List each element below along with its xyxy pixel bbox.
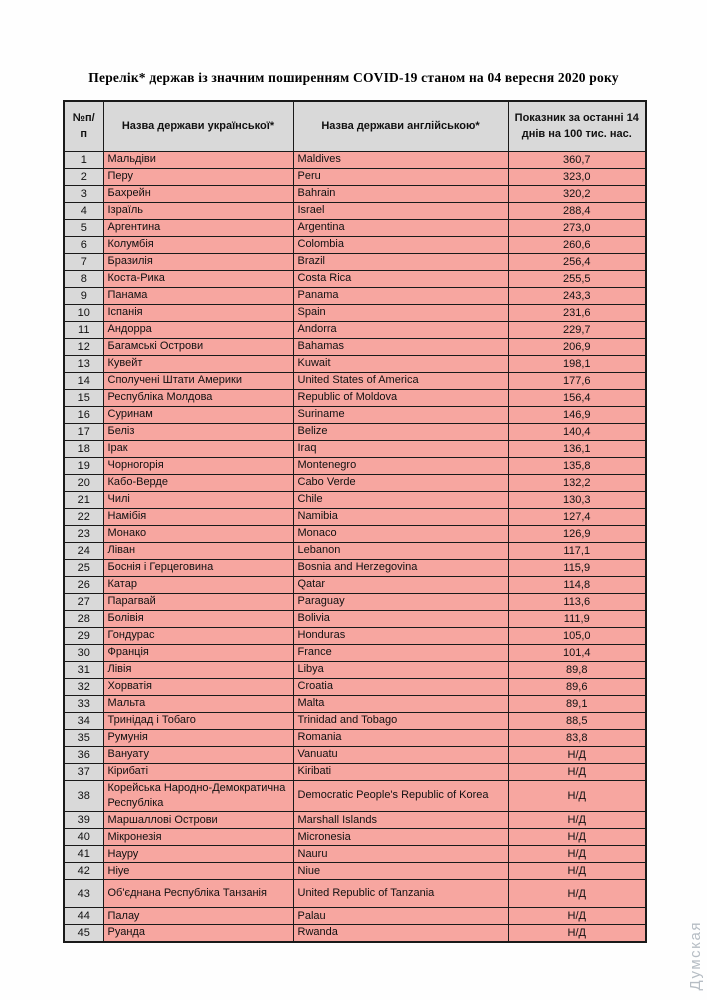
cell-country-name-english: Panama: [293, 287, 508, 304]
table-row: [64, 627, 646, 644]
table-row: [64, 729, 646, 746]
cell-country-name-english: Iraq: [293, 440, 508, 457]
cell-country-name-ukrainian: Колумбія: [103, 236, 293, 253]
cell-indicator-value: Н/Д: [508, 746, 646, 763]
table-row: [64, 440, 646, 457]
cell-row-number: 13: [64, 355, 103, 372]
cell-country-name-english: Israel: [293, 202, 508, 219]
cell-indicator-value: 206,9: [508, 338, 646, 355]
cell-indicator-value: 135,8: [508, 457, 646, 474]
table-row: [64, 695, 646, 712]
cell-country-name-english: Qatar: [293, 576, 508, 593]
cell-row-number: 14: [64, 372, 103, 389]
cell-row-number: 18: [64, 440, 103, 457]
cell-country-name-english: Peru: [293, 168, 508, 185]
cell-row-number: 2: [64, 168, 103, 185]
cell-country-name-english: Namibia: [293, 508, 508, 525]
cell-indicator-value: 114,8: [508, 576, 646, 593]
cell-country-name-ukrainian: Намібія: [103, 508, 293, 525]
cell-row-number: 3: [64, 185, 103, 202]
cell-row-number: 15: [64, 389, 103, 406]
cell-indicator-value: Н/Д: [508, 780, 646, 812]
table-row: [64, 474, 646, 491]
cell-country-name-ukrainian: Сполучені Штати Америки: [103, 372, 293, 389]
cell-country-name-english: Bolivia: [293, 610, 508, 627]
cell-country-name-english: Andorra: [293, 321, 508, 338]
table-row: [64, 389, 646, 406]
cell-row-number: 34: [64, 712, 103, 729]
cell-country-name-ukrainian: Тринідад і Тобаго: [103, 712, 293, 729]
cell-country-name-ukrainian: Чилі: [103, 491, 293, 508]
cell-indicator-value: 101,4: [508, 644, 646, 661]
cell-indicator-value: 111,9: [508, 610, 646, 627]
cell-row-number: 40: [64, 829, 103, 846]
page-title: Перелік* держав із значним поширенням COVID-19 станом на 04 вересня 2020 року: [88, 70, 619, 85]
cell-country-name-english: Romania: [293, 729, 508, 746]
cell-country-name-ukrainian: Хорватія: [103, 678, 293, 695]
cell-country-name-english: Costa Rica: [293, 270, 508, 287]
cell-indicator-value: 117,1: [508, 542, 646, 559]
cell-row-number: 41: [64, 846, 103, 863]
cell-country-name-ukrainian: Монако: [103, 525, 293, 542]
cell-country-name-ukrainian: Багамські Острови: [103, 338, 293, 355]
cell-row-number: 23: [64, 525, 103, 542]
table-row: [64, 355, 646, 372]
table-body: [64, 151, 646, 942]
table-row: [64, 270, 646, 287]
table-row: [64, 406, 646, 423]
table-row: [64, 253, 646, 270]
cell-country-name-ukrainian: Боснія і Герцеговина: [103, 559, 293, 576]
cell-row-number: 7: [64, 253, 103, 270]
cell-indicator-value: 255,5: [508, 270, 646, 287]
cell-country-name-english: United States of America: [293, 372, 508, 389]
table-row: [64, 525, 646, 542]
cell-country-name-ukrainian: Франція: [103, 644, 293, 661]
cell-country-name-ukrainian: Аргентина: [103, 219, 293, 236]
cell-row-number: 16: [64, 406, 103, 423]
table-row: [64, 880, 646, 908]
cell-indicator-value: 127,4: [508, 508, 646, 525]
cell-country-name-ukrainian: Ліван: [103, 542, 293, 559]
cell-indicator-value: Н/Д: [508, 863, 646, 880]
cell-country-name-ukrainian: Суринам: [103, 406, 293, 423]
cell-indicator-value: 89,1: [508, 695, 646, 712]
cell-row-number: 20: [64, 474, 103, 491]
col-header-english-name: Назва держави англійською*: [293, 101, 508, 151]
cell-country-name-ukrainian: Ізраїль: [103, 202, 293, 219]
cell-country-name-english: Rwanda: [293, 925, 508, 942]
table-row: [64, 863, 646, 880]
cell-country-name-english: Monaco: [293, 525, 508, 542]
cell-row-number: 17: [64, 423, 103, 440]
table-row: [64, 908, 646, 925]
table-row: [64, 202, 646, 219]
table-row: [64, 236, 646, 253]
cell-country-name-english: Trinidad and Tobago: [293, 712, 508, 729]
cell-indicator-value: 273,0: [508, 219, 646, 236]
cell-country-name-ukrainian: Ірак: [103, 440, 293, 457]
cell-indicator-value: 323,0: [508, 168, 646, 185]
table-row: [64, 304, 646, 321]
cell-indicator-value: 105,0: [508, 627, 646, 644]
table-row: [64, 925, 646, 942]
cell-country-name-ukrainian: Румунія: [103, 729, 293, 746]
cell-indicator-value: 88,5: [508, 712, 646, 729]
cell-row-number: 26: [64, 576, 103, 593]
table-row: [64, 321, 646, 338]
cell-indicator-value: 132,2: [508, 474, 646, 491]
cell-row-number: 31: [64, 661, 103, 678]
cell-country-name-english: Chile: [293, 491, 508, 508]
table-row: [64, 151, 646, 168]
cell-row-number: 5: [64, 219, 103, 236]
cell-country-name-ukrainian: Болівія: [103, 610, 293, 627]
cell-country-name-ukrainian: Науру: [103, 846, 293, 863]
cell-row-number: 24: [64, 542, 103, 559]
cell-country-name-ukrainian: Коста-Рика: [103, 270, 293, 287]
cell-row-number: 33: [64, 695, 103, 712]
cell-country-name-ukrainian: Катар: [103, 576, 293, 593]
table-row: [64, 219, 646, 236]
table-row: [64, 829, 646, 846]
cell-country-name-ukrainian: Вануату: [103, 746, 293, 763]
cell-row-number: 44: [64, 908, 103, 925]
cell-country-name-english: Vanuatu: [293, 746, 508, 763]
cell-country-name-english: Honduras: [293, 627, 508, 644]
table-row: [64, 423, 646, 440]
cell-indicator-value: 231,6: [508, 304, 646, 321]
table-row: [64, 508, 646, 525]
cell-indicator-value: 83,8: [508, 729, 646, 746]
cell-country-name-english: Republic of Moldova: [293, 389, 508, 406]
cell-row-number: 25: [64, 559, 103, 576]
cell-indicator-value: 136,1: [508, 440, 646, 457]
cell-country-name-english: Bahamas: [293, 338, 508, 355]
cell-country-name-ukrainian: Бахрейн: [103, 185, 293, 202]
cell-indicator-value: 256,4: [508, 253, 646, 270]
table-row: [64, 457, 646, 474]
cell-row-number: 11: [64, 321, 103, 338]
cell-indicator-value: Н/Д: [508, 908, 646, 925]
cell-country-name-ukrainian: Ніуе: [103, 863, 293, 880]
header-row: [64, 101, 646, 151]
cell-country-name-ukrainian: Кабо-Верде: [103, 474, 293, 491]
cell-row-number: 8: [64, 270, 103, 287]
cell-country-name-english: Kuwait: [293, 355, 508, 372]
table-row: [64, 559, 646, 576]
covid-country-table: [63, 100, 647, 943]
cell-country-name-ukrainian: Перу: [103, 168, 293, 185]
cell-country-name-english: Nauru: [293, 846, 508, 863]
cell-indicator-value: 146,9: [508, 406, 646, 423]
cell-country-name-english: Colombia: [293, 236, 508, 253]
cell-indicator-value: 320,2: [508, 185, 646, 202]
table-row: [64, 678, 646, 695]
cell-country-name-ukrainian: Чорногорія: [103, 457, 293, 474]
table-row: [64, 644, 646, 661]
cell-indicator-value: Н/Д: [508, 880, 646, 908]
table-row: [64, 372, 646, 389]
cell-indicator-value: Н/Д: [508, 763, 646, 780]
cell-country-name-ukrainian: Маршаллові Острови: [103, 812, 293, 829]
cell-country-name-english: Montenegro: [293, 457, 508, 474]
cell-country-name-english: United Republic of Tanzania: [293, 880, 508, 908]
cell-row-number: 28: [64, 610, 103, 627]
cell-indicator-value: 260,6: [508, 236, 646, 253]
col-header-number: №п/п: [64, 101, 103, 151]
cell-row-number: 10: [64, 304, 103, 321]
cell-country-name-ukrainian: Кірибаті: [103, 763, 293, 780]
cell-country-name-english: Palau: [293, 908, 508, 925]
cell-row-number: 27: [64, 593, 103, 610]
table-row: [64, 576, 646, 593]
cell-row-number: 21: [64, 491, 103, 508]
cell-row-number: 6: [64, 236, 103, 253]
table-row: [64, 746, 646, 763]
cell-country-name-english: Lebanon: [293, 542, 508, 559]
cell-row-number: 4: [64, 202, 103, 219]
cell-row-number: 35: [64, 729, 103, 746]
cell-row-number: 29: [64, 627, 103, 644]
cell-country-name-ukrainian: Бразилія: [103, 253, 293, 270]
cell-country-name-english: Niue: [293, 863, 508, 880]
cell-indicator-value: Н/Д: [508, 812, 646, 829]
cell-country-name-english: Croatia: [293, 678, 508, 695]
cell-country-name-english: Maldives: [293, 151, 508, 168]
table-row: [64, 542, 646, 559]
cell-country-name-english: Bosnia and Herzegovina: [293, 559, 508, 576]
cell-indicator-value: 115,9: [508, 559, 646, 576]
cell-country-name-ukrainian: Корейська Народно-Демократична Республіка: [103, 780, 293, 812]
cell-country-name-english: Cabo Verde: [293, 474, 508, 491]
cell-row-number: 30: [64, 644, 103, 661]
cell-row-number: 39: [64, 812, 103, 829]
cell-country-name-ukrainian: Беліз: [103, 423, 293, 440]
cell-indicator-value: 198,1: [508, 355, 646, 372]
table-row: [64, 812, 646, 829]
cell-country-name-ukrainian: Об'єднана Республіка Танзанія: [103, 880, 293, 908]
cell-row-number: 38: [64, 780, 103, 812]
cell-indicator-value: 89,8: [508, 661, 646, 678]
cell-indicator-value: 126,9: [508, 525, 646, 542]
cell-row-number: 1: [64, 151, 103, 168]
cell-indicator-value: Н/Д: [508, 925, 646, 942]
cell-indicator-value: 113,6: [508, 593, 646, 610]
cell-country-name-english: Marshall Islands: [293, 812, 508, 829]
cell-country-name-english: Kiribati: [293, 763, 508, 780]
cell-country-name-ukrainian: Мікронезія: [103, 829, 293, 846]
table-row: [64, 168, 646, 185]
cell-indicator-value: 130,3: [508, 491, 646, 508]
cell-country-name-ukrainian: Іспанія: [103, 304, 293, 321]
table-row: [64, 287, 646, 304]
cell-indicator-value: 229,7: [508, 321, 646, 338]
cell-row-number: 45: [64, 925, 103, 942]
cell-country-name-ukrainian: Лівія: [103, 661, 293, 678]
cell-row-number: 19: [64, 457, 103, 474]
cell-row-number: 42: [64, 863, 103, 880]
table-row: [64, 712, 646, 729]
cell-country-name-ukrainian: Панама: [103, 287, 293, 304]
cell-country-name-english: Malta: [293, 695, 508, 712]
watermark: Думская: [687, 920, 704, 990]
cell-row-number: 22: [64, 508, 103, 525]
cell-country-name-ukrainian: Гондурас: [103, 627, 293, 644]
cell-indicator-value: 89,6: [508, 678, 646, 695]
table-row: [64, 338, 646, 355]
cell-indicator-value: 156,4: [508, 389, 646, 406]
cell-indicator-value: Н/Д: [508, 829, 646, 846]
cell-indicator-value: 140,4: [508, 423, 646, 440]
table-row: [64, 610, 646, 627]
table-row: [64, 780, 646, 812]
cell-country-name-ukrainian: Мальдіви: [103, 151, 293, 168]
cell-row-number: 9: [64, 287, 103, 304]
cell-row-number: 43: [64, 880, 103, 908]
cell-indicator-value: Н/Д: [508, 846, 646, 863]
cell-country-name-english: Bahrain: [293, 185, 508, 202]
table-row: [64, 661, 646, 678]
col-header-ukrainian-name: Назва держави української*: [103, 101, 293, 151]
cell-country-name-english: Libya: [293, 661, 508, 678]
cell-row-number: 32: [64, 678, 103, 695]
cell-country-name-english: Argentina: [293, 219, 508, 236]
table-row: [64, 593, 646, 610]
cell-country-name-english: Suriname: [293, 406, 508, 423]
table-row: [64, 491, 646, 508]
cell-indicator-value: 177,6: [508, 372, 646, 389]
cell-country-name-ukrainian: Кувейт: [103, 355, 293, 372]
cell-country-name-english: Micronesia: [293, 829, 508, 846]
cell-country-name-ukrainian: Мальта: [103, 695, 293, 712]
cell-country-name-english: Paraguay: [293, 593, 508, 610]
table-row: [64, 846, 646, 863]
cell-row-number: 12: [64, 338, 103, 355]
cell-country-name-ukrainian: Руанда: [103, 925, 293, 942]
table-row: [64, 763, 646, 780]
cell-country-name-ukrainian: Андорра: [103, 321, 293, 338]
cell-country-name-ukrainian: Парагвай: [103, 593, 293, 610]
cell-indicator-value: 288,4: [508, 202, 646, 219]
cell-country-name-ukrainian: Республіка Молдова: [103, 389, 293, 406]
cell-country-name-english: France: [293, 644, 508, 661]
cell-country-name-ukrainian: Палау: [103, 908, 293, 925]
table-row: [64, 185, 646, 202]
cell-row-number: 37: [64, 763, 103, 780]
cell-country-name-english: Democratic People's Republic of Korea: [293, 780, 508, 812]
cell-country-name-english: Brazil: [293, 253, 508, 270]
cell-indicator-value: 243,3: [508, 287, 646, 304]
cell-country-name-english: Belize: [293, 423, 508, 440]
cell-row-number: 36: [64, 746, 103, 763]
col-header-indicator: Показник за останні 14 днів на 100 тис. нас.: [508, 101, 646, 151]
cell-country-name-english: Spain: [293, 304, 508, 321]
cell-indicator-value: 360,7: [508, 151, 646, 168]
